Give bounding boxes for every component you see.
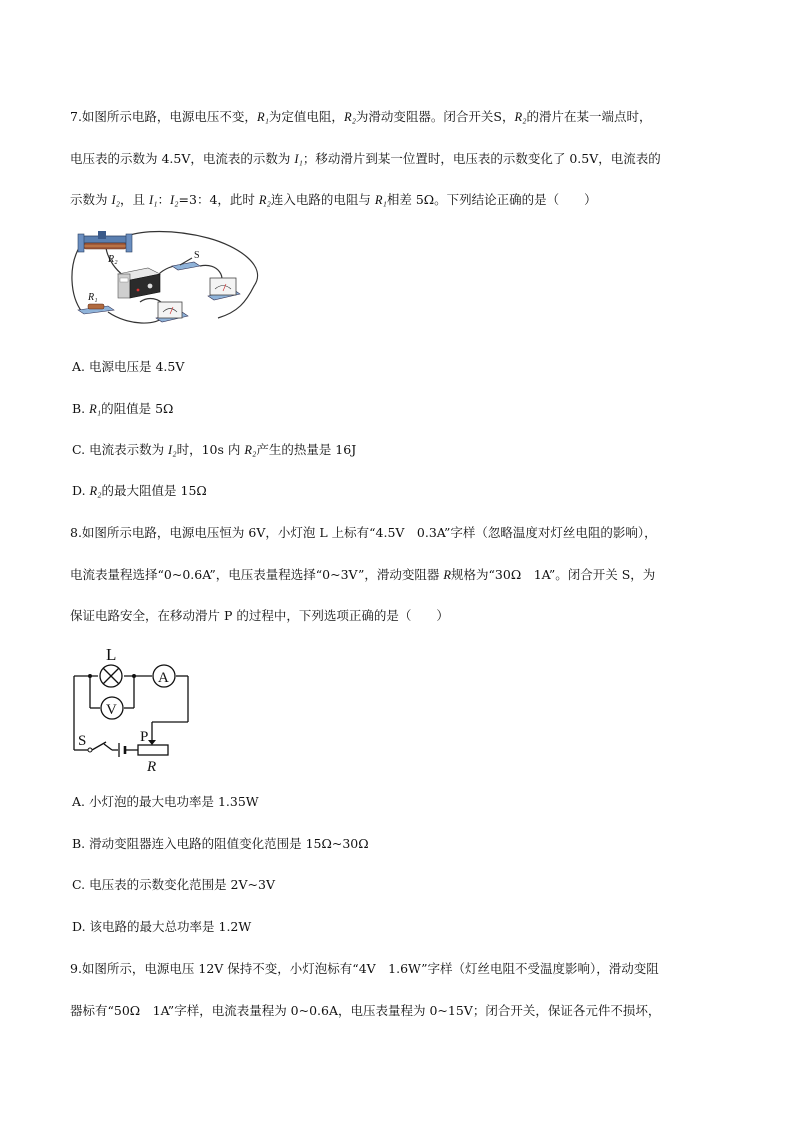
q8-option-c[interactable]	[72, 876, 275, 894]
wire	[104, 744, 112, 750]
text: 电流表量程选择“0~0.6A”，电压表量程选择“0~3V”，滑动变阻器	[70, 567, 444, 582]
text: 连入电路的电阻与	[270, 192, 375, 207]
ammeter	[156, 302, 188, 322]
symbol-r1: R₁	[374, 193, 387, 207]
option-text: A. 小灯泡的最大电功率是 1.35W	[72, 794, 259, 809]
text: =3：4，此时	[178, 192, 259, 207]
label-r1: R₁	[88, 292, 98, 303]
symbol-i1: I₁	[294, 152, 303, 166]
option-text: C. 电压表的示数变化范围是 2V~3V	[72, 877, 275, 892]
rheostat-r2	[78, 231, 132, 252]
option-text: 时，10s 内	[176, 442, 245, 457]
text: 电压表的示数为 4.5V，电流表的示数为	[70, 151, 295, 166]
text: 为定值电阻，	[268, 109, 344, 124]
q8-stem-line-1	[70, 524, 657, 542]
label-v: V	[106, 702, 117, 718]
wire	[108, 312, 164, 323]
battery	[119, 743, 125, 757]
q8-stem-line-2	[70, 566, 655, 584]
label-r: R	[147, 759, 157, 774]
voltmeter	[208, 278, 240, 300]
q7-option-b[interactable]	[72, 400, 173, 418]
q7-stem-line-2	[70, 150, 661, 168]
label-r2: R₂	[108, 254, 118, 265]
symbol-i2: I₂	[168, 443, 177, 457]
symbol-r: R	[443, 568, 452, 582]
option-text: A. 电源电压是 4.5V	[72, 359, 185, 374]
text: 的滑片在某一端点时，	[526, 109, 652, 124]
option-text: D.	[72, 483, 90, 498]
symbol-r2: R₂	[258, 193, 271, 207]
symbol-r1: R₁	[89, 402, 102, 416]
q9-stem-line-1	[70, 960, 659, 978]
lamp-l	[100, 665, 122, 687]
text: 9.如图所示，电源电压 12V 保持不变，小灯泡标有“4V 1.6W”字样（灯丝电阻不受温度影响），滑动变阻	[70, 961, 659, 976]
text: 规格为“30Ω 1A”。闭合开关 S，为	[451, 567, 656, 582]
label-s: S	[78, 733, 87, 749]
label-s: S	[194, 250, 200, 261]
text: 8.如图所示电路，电源电压恒为 6V，小灯泡 L 上标有“4.5V 0.3A”字样（忽略温度对灯丝电阻的影响），	[70, 525, 657, 540]
text: 相差 5Ω。下列结论正确的是（ ）	[386, 192, 597, 207]
text: 器标有“50Ω 1A”字样，电流表量程为 0~0.6A，电压表量程为 0~15V；闭合开关，保证各元件不损坏，	[70, 1003, 661, 1018]
q7-circuit-figure	[68, 226, 268, 332]
q8-option-a[interactable]	[72, 793, 259, 811]
option-text: B. 滑动变阻器连入电路的阻值变化范围是 15Ω~30Ω	[72, 836, 369, 851]
q7-option-a[interactable]	[72, 358, 184, 376]
switch-blade	[92, 742, 106, 750]
option-text: D. 该电路的最大总功率是 1.2W	[72, 919, 252, 934]
symbol-i2: I₂	[111, 193, 120, 207]
label-p: P	[140, 729, 149, 745]
option-text: 的最大阻值是 15Ω	[101, 483, 207, 498]
symbol-i2: I₂	[170, 193, 179, 207]
symbol-r2: R₂	[244, 443, 257, 457]
q8-circuit-diagram	[66, 644, 198, 774]
text: ，且	[120, 192, 149, 207]
symbol-r1: R₁	[256, 110, 269, 124]
text: 7.如图所示电路，电源电压不变，	[70, 109, 257, 124]
symbol-r2: R₂	[89, 484, 102, 498]
text: ；移动滑片到某一位置时，电压表的示数变化了 0.5V，电流表的	[302, 151, 661, 166]
option-text: B.	[72, 401, 90, 416]
q9-stem-line-2	[70, 1002, 660, 1020]
label-a: A	[158, 670, 169, 686]
wire	[72, 246, 82, 312]
symbol-r2: R₂	[514, 110, 527, 124]
q8-option-d[interactable]	[72, 918, 251, 936]
text: 保证电路安全，在移动滑片 P 的过程中，下列选项正确的是（ ）	[70, 608, 449, 623]
symbol-r2: R₂	[343, 110, 356, 124]
text: ：	[157, 192, 171, 207]
q8-option-b[interactable]	[72, 835, 369, 853]
option-text: 产生的热量是 16J	[256, 442, 357, 457]
q7-stem-line-3	[70, 191, 597, 209]
switch-terminal	[88, 748, 92, 752]
q8-stem-line-3	[70, 607, 449, 625]
option-text: C. 电流表示数为	[72, 442, 169, 457]
junction-dot	[132, 674, 136, 678]
text: 为滑动变阻器。闭合开关S，	[355, 109, 515, 124]
junction-dot	[88, 674, 92, 678]
q7-option-d[interactable]	[72, 482, 207, 500]
q7-option-c[interactable]	[72, 441, 356, 459]
power-supply	[118, 268, 160, 298]
symbol-i1: I₁	[148, 193, 158, 207]
q7-stem-line-1	[70, 108, 652, 126]
text: 示数为	[70, 192, 112, 207]
label-l: L	[106, 645, 117, 664]
option-text: 的阻值是 5Ω	[101, 401, 174, 416]
